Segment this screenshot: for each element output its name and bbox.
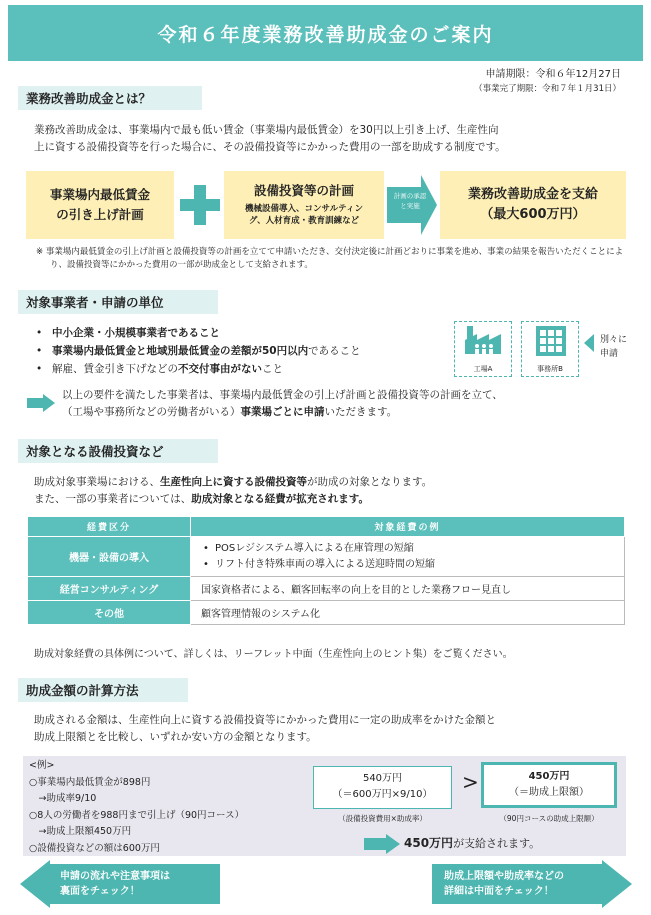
back-page-link[interactable]: [20, 860, 220, 908]
calculated-amount-box: [313, 766, 452, 809]
office-label: 事務所B: [537, 365, 563, 373]
separate-application-note: [600, 333, 627, 361]
eligibility-summary: [62, 387, 629, 421]
arrow-left-icon: [584, 334, 594, 352]
table-header-examples: 対象経費の例: [191, 517, 625, 537]
eligibility-list: [34, 324, 444, 378]
back-page-line-1: 申請の流れや注意事項は: [60, 871, 170, 882]
table-cell-category: その他: [28, 601, 191, 625]
table-header-category: 経費区分: [28, 517, 191, 537]
result-amount: 450万円: [404, 836, 454, 850]
investment-plan-box: [224, 171, 384, 239]
example-line: ○8人の労働者を988円まで引上げ（90円コース）: [29, 809, 245, 821]
overview-note: ※ 事業場内最低賃金の引上げ計画と設備投資等の計画を立てて申請いただき、交付決定後に計画どおりに事業を進め、事業の結果を報告いただくことにより、設備投資等にかかった費用の一部が助成金として支給されます。: [36, 247, 624, 270]
eligibility-3-bold: 不交付事由がない: [178, 363, 262, 375]
expense-table: [27, 516, 625, 625]
calc2-line-2: （＝助成上限額）: [509, 787, 589, 798]
arrow-text-1: 計画の承認: [393, 192, 427, 200]
process-flow: [26, 171, 626, 239]
arrow-right-icon: [27, 394, 55, 412]
arrow-right-icon: [364, 834, 400, 854]
office-illustration: [522, 322, 580, 366]
example-line: ○設備投資などの額は600万円: [29, 842, 160, 854]
summary-line-1: 以上の要件を満たした事業者は、事業場内最低賃金の引上げ計画と設備投資等の計画を立て、: [62, 389, 503, 401]
factory-illustration: [455, 322, 513, 366]
calc1-line-1: 540万円: [362, 773, 403, 784]
table-cell-examples: 顧客管理情報のシステム化: [191, 601, 625, 625]
greater-than-symbol: >: [462, 770, 479, 794]
result-text: が支給されます。: [453, 837, 541, 850]
table-cell-category: 経営コンサルティング: [28, 577, 191, 601]
arrow-text-2: と実施: [400, 202, 420, 210]
example-lines: [29, 758, 244, 857]
completion-deadline: （事業完了期限：令和７年１月31日）: [474, 84, 621, 94]
expense-footnote: 助成対象経費の具体例について、詳しくは、リーフレット中面（生産性向上のヒント集）をご覧ください。: [34, 649, 513, 660]
investment-plan-examples: [245, 203, 363, 227]
investment-line-1-post: が助成の対象となります。: [307, 476, 433, 488]
summary-line-2-post: いただきます。: [324, 406, 398, 418]
approval-arrow-icon: [387, 175, 437, 235]
overview-line-2: 上に資する設備投資等を行った場合に、その設備投資等にかかった費用の一部を助成する制度です。: [34, 141, 506, 153]
calculation-line-2: 助成上限額とを比較し、いずれか安い方の金額となります。: [34, 731, 317, 743]
section-title-calculation: 助成金額の計算方法: [18, 678, 188, 702]
list-item: • POSレジシステム導入による在庫管理の短縮: [201, 541, 614, 557]
plus-icon: [180, 185, 220, 225]
summary-line-2-pre: （工場や事務所などの労働者がいる）: [62, 406, 241, 418]
investment-line-1-bold: 生産性向上に資する設備投資等: [160, 476, 307, 488]
page-title: 令和６年度業務改善助成金のご案内: [157, 23, 494, 46]
eligibility-3-pre: 解雇、賃金引き下げなどの: [52, 363, 178, 375]
summary-line-2-bold: 事業場ごとに申請: [240, 406, 325, 418]
factory-icon: [454, 321, 512, 377]
investment-example-2: グ、人材育成・教育訓練など: [248, 216, 360, 226]
application-deadline: 申請期限：令和６年12月27日: [485, 69, 621, 80]
investment-line-1-pre: 助成対象事業場における、: [34, 476, 160, 488]
table-cell-category: 機器・設備の導入: [28, 537, 191, 577]
wage-plan-box: [26, 171, 174, 239]
summary-line-2: [62, 404, 629, 421]
page-header: [8, 5, 643, 61]
upper-limit-caption: （90円コースの助成上限額）: [499, 814, 599, 823]
list-item: [34, 324, 444, 342]
deadline-info: [474, 68, 621, 96]
arrow-right-icon: [602, 860, 632, 908]
example-line: ○事業場内最低賃金が898円: [29, 776, 151, 788]
inner-page-line-1: 助成上限額や助成率などの: [444, 871, 564, 882]
list-item: • リフト付き特殊車両の導入による送迎時間の短縮: [201, 557, 614, 573]
separate-line-2: 申請: [600, 349, 619, 359]
inner-page-link[interactable]: [432, 860, 632, 908]
eligibility-2-rest: であること: [308, 345, 361, 357]
section-title-eligibility: 対象事業者・申請の単位: [18, 290, 218, 314]
list-item: [34, 360, 444, 378]
eligibility-3-post: こと: [262, 363, 283, 375]
table-cell-examples: [191, 537, 625, 577]
investment-line-1: [34, 474, 629, 491]
grant-payment-line-1: 業務改善助成金を支給: [467, 187, 598, 202]
eligibility-1: 中小企業・小規模事業者であること: [52, 327, 220, 339]
wage-plan-line-2: の引き上げ計画: [56, 207, 144, 222]
table-row: [28, 601, 625, 625]
section-title-investment: 対象となる設備投資など: [18, 439, 218, 463]
calc2-line-1: 450万円: [528, 771, 570, 782]
example-line: <例>: [29, 760, 55, 771]
table-cell-examples: 国家資格者による、顧客回転率の向上を目的とした業務フロー見直し: [191, 577, 625, 601]
investment-line-2-pre: また、一部の事業者については、: [34, 493, 192, 505]
calculation-paragraph: [34, 712, 629, 746]
eligibility-2-bold: 事業場内最低賃金と地域別最低賃金の差額が50円以内: [52, 345, 309, 357]
investment-paragraph: [34, 474, 629, 508]
grant-payment-box: [440, 171, 626, 239]
inner-page-line-2: 詳細は中面をチェック！: [444, 886, 554, 897]
investment-plan-title: 設備投資等の計画: [253, 183, 354, 198]
calc1-line-2: （＝600万円×9/10）: [332, 789, 433, 800]
factory-label: 工場A: [473, 365, 493, 373]
investment-line-2-bold: 助成対象となる経費が拡充されます。: [191, 493, 369, 505]
calculation-line-1: 助成される金額は、生産性向上に資する設備投資等にかかった費用に一定の助成率をかけた金額と: [34, 714, 496, 726]
table-row: [28, 537, 625, 577]
arrow-left-icon: [20, 860, 50, 908]
payment-result: [404, 834, 540, 851]
investment-line-2: [34, 491, 629, 508]
separate-line-1: 別々に: [600, 335, 628, 345]
example-line: →助成上限額450万円: [29, 826, 132, 837]
example-line: →助成率9/10: [29, 793, 97, 804]
table-row: [28, 577, 625, 601]
calculated-amount-caption: （設備投資費用×助成率）: [338, 814, 427, 823]
section-title-overview: 業務改善助成金とは？: [18, 86, 202, 110]
list-item: [34, 342, 444, 360]
overview-paragraph: [34, 122, 629, 156]
grant-payment-line-2: （最大600万円）: [480, 207, 586, 222]
back-page-line-2: 裏面をチェック！: [60, 886, 140, 897]
table-header-row: [28, 517, 625, 537]
wage-plan-line-1: 事業場内最低賃金: [49, 187, 150, 202]
investment-example-1: 機械設備導入、コンサルティン: [245, 204, 363, 214]
upper-limit-box: [481, 762, 617, 808]
overview-line-1: 業務改善助成金は、事業場内で最も低い賃金（事業場内最低賃金）を30円以上引き上げ、生産性向: [34, 124, 499, 136]
office-icon: [521, 321, 579, 377]
